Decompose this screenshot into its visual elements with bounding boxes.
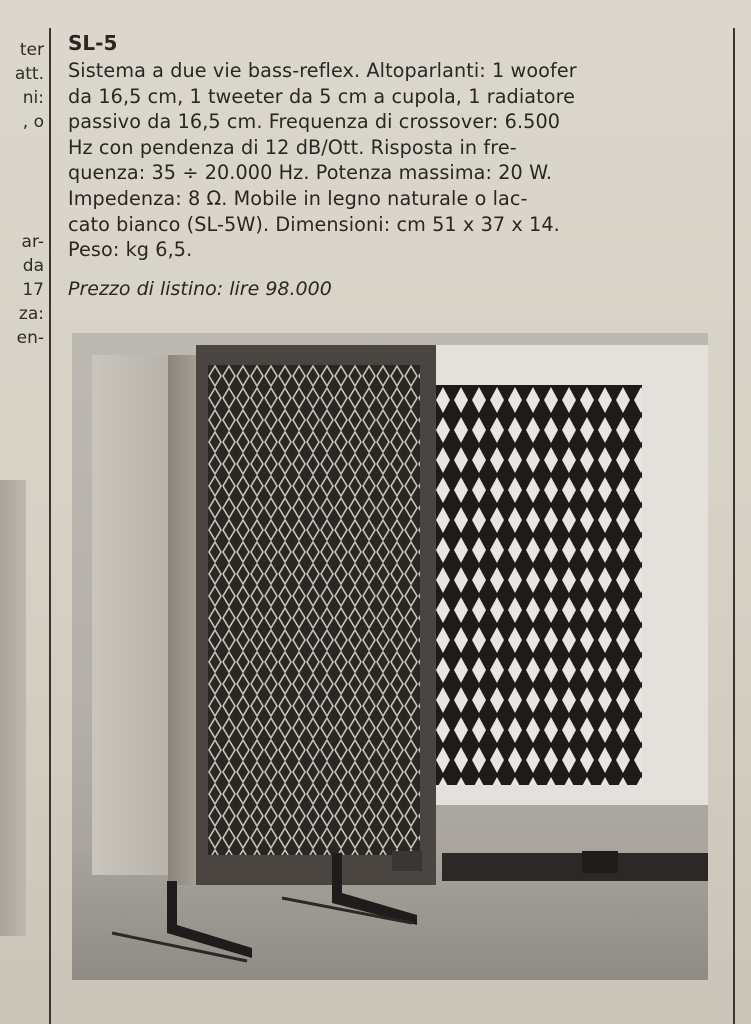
- previous-column-image: [0, 480, 26, 936]
- fragment-line: att.: [14, 64, 44, 84]
- fragment-line: [0, 158, 44, 182]
- product-title: SL-5: [68, 31, 118, 55]
- fragment-line: [0, 134, 44, 158]
- description-line: passivo da 16,5 cm. Frequenza di crossover: 6.500: [68, 110, 561, 134]
- previous-column-fragment: [0, 38, 44, 350]
- article-block: [68, 30, 728, 301]
- description-line: quenza: 35 ÷ 20.000 Hz. Potenza massima: 20 W.: [68, 161, 553, 185]
- fragment-line: za:: [18, 304, 44, 324]
- product-description: [68, 58, 728, 263]
- description-line: Sistema a due vie bass-reflex. Altoparlanti: 1 woofer: [68, 59, 577, 82]
- fragment-line: [0, 182, 44, 206]
- description-line: Impedenza: 8 Ω. Mobile in legno naturale o lac-: [68, 186, 528, 210]
- fragment-line: [0, 206, 44, 230]
- fragment-line: ni:: [22, 88, 44, 108]
- fragment-line: da: [22, 256, 44, 276]
- description-line: Hz con pendenza di 12 dB/Ott. Risposta in fre-: [68, 135, 517, 159]
- description-line: da 16,5 cm, 1 tweeter da 5 cm a cupola, 1 radiatore: [68, 84, 576, 108]
- fragment-line: 17: [22, 280, 44, 300]
- column-divider-right: [733, 28, 735, 1024]
- fragment-line: ter: [19, 40, 44, 60]
- list-price: Prezzo di listino: lire 98.000: [68, 277, 332, 300]
- speaker-photo: [72, 333, 708, 980]
- fragment-line: ar-: [21, 232, 44, 252]
- speaker-stands: [72, 333, 708, 980]
- column-divider-left: [49, 28, 51, 1024]
- description-line: cato bianco (SL-5W). Dimensioni: cm 51 x 37 x 14.: [68, 212, 560, 236]
- description-line: Peso: kg 6,5.: [68, 238, 193, 262]
- fragment-line: en-: [16, 328, 44, 348]
- fragment-line: , o: [22, 112, 44, 132]
